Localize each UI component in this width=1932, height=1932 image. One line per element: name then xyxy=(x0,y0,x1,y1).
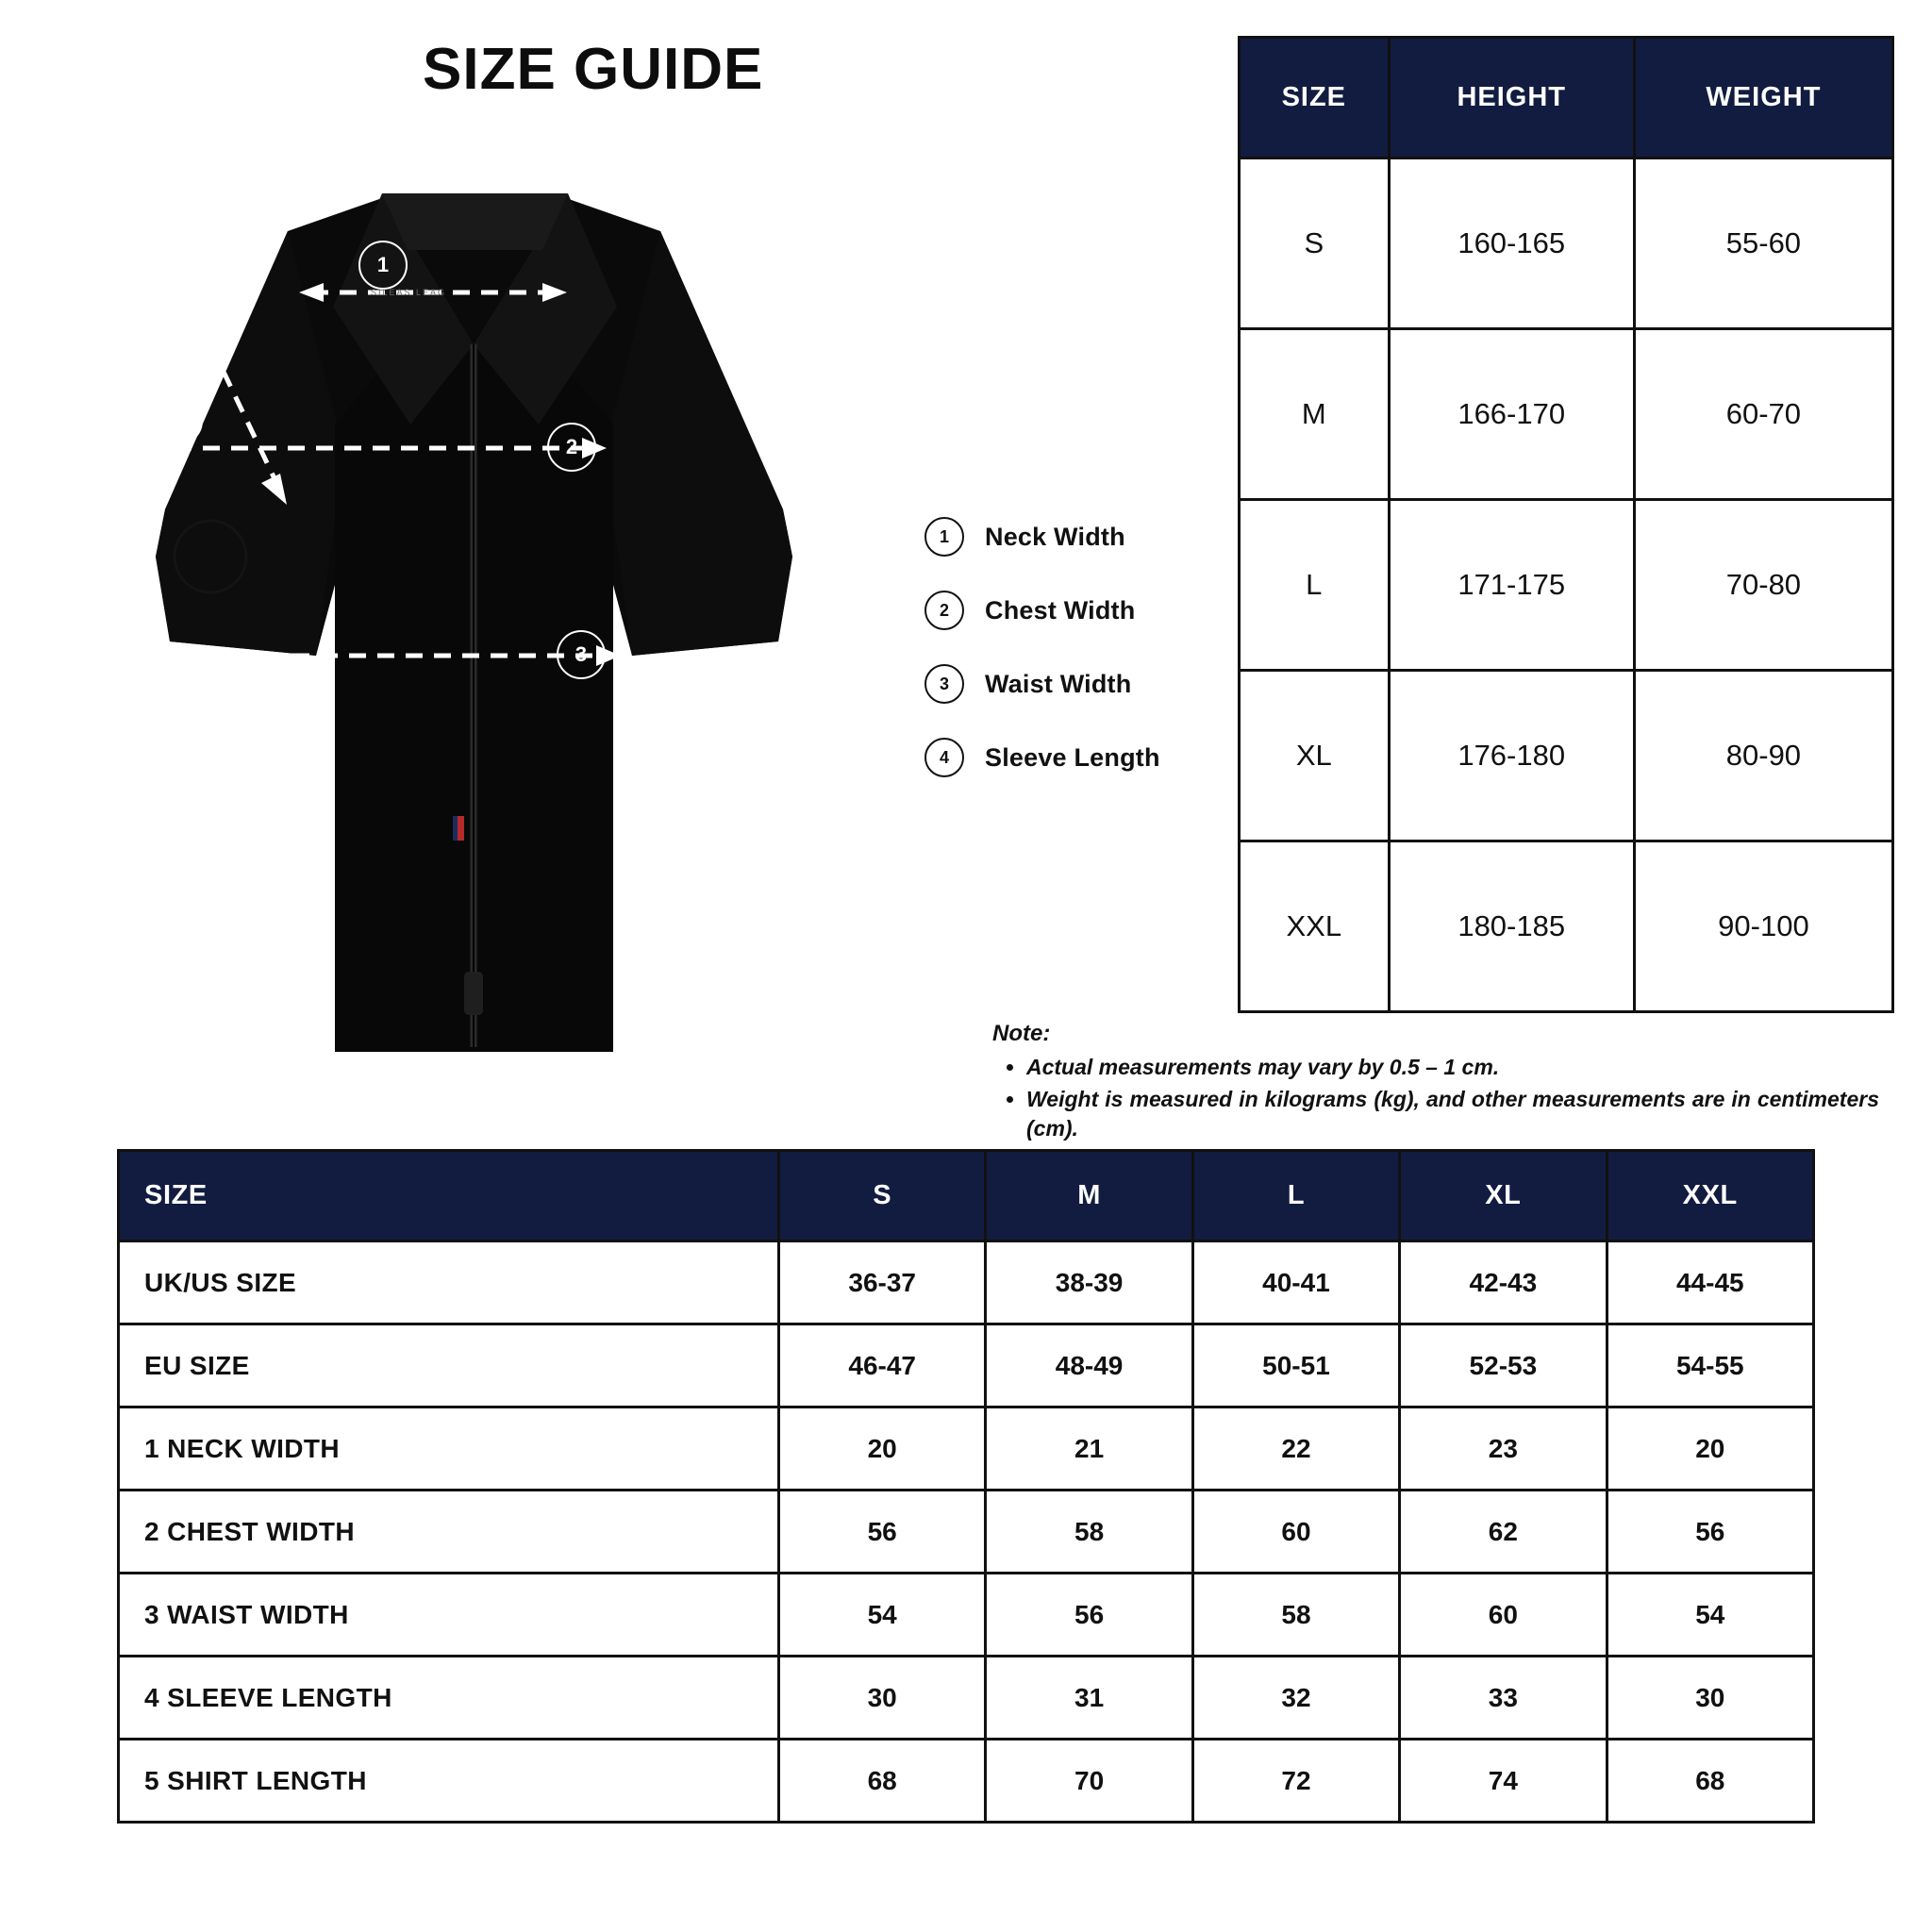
cell-s: 56 xyxy=(779,1491,986,1574)
header-xl: XL xyxy=(1400,1151,1607,1241)
table-row xyxy=(1240,841,1893,1012)
height-weight-table xyxy=(1238,36,1894,1013)
header-size: SIZE xyxy=(1240,38,1390,158)
legend-label-chest-width: Chest Width xyxy=(985,595,1136,625)
cell-xl: 23 xyxy=(1400,1407,1607,1491)
legend-item-waist-width xyxy=(924,647,1208,721)
legend-item-chest-width xyxy=(924,574,1208,647)
cell-s: 36-37 xyxy=(779,1241,986,1324)
note-item: • Actual measurements may vary by 0.5 – 1 cm. xyxy=(1026,1053,1879,1083)
cell-height: 171-175 xyxy=(1389,500,1634,671)
cell-l: 32 xyxy=(1192,1657,1399,1740)
table-row xyxy=(119,1574,1814,1657)
sleeve-length-marker: 4 xyxy=(154,396,203,445)
table-row xyxy=(119,1740,1814,1823)
cell-xxl: 54 xyxy=(1607,1574,1813,1657)
legend-label-waist-width: Waist Width xyxy=(985,669,1132,698)
cell-size: M xyxy=(1240,329,1390,500)
table-row xyxy=(1240,671,1893,841)
cell-xxl: 44-45 xyxy=(1607,1241,1813,1324)
cell-m: 38-39 xyxy=(986,1241,1192,1324)
table-row xyxy=(119,1491,1814,1574)
header-size: SIZE xyxy=(119,1151,779,1241)
page-title: SIZE GUIDE xyxy=(423,37,764,102)
cell-size: XXL xyxy=(1240,841,1390,1012)
note-item: • Weight is measured in kilograms (kg), and other measurements are in centimeters (cm). xyxy=(1026,1085,1879,1144)
legend-item-sleeve-length xyxy=(924,721,1208,794)
table-row xyxy=(119,1324,1814,1407)
cell-s: 20 xyxy=(779,1407,986,1491)
header-m: M xyxy=(986,1151,1192,1241)
chest-width-marker: 2 xyxy=(547,423,596,472)
cell-l: 60 xyxy=(1192,1491,1399,1574)
cell-m: 31 xyxy=(986,1657,1192,1740)
cell-s: 46-47 xyxy=(779,1324,986,1407)
table-header-row xyxy=(1240,38,1893,158)
row-label: EU SIZE xyxy=(119,1324,779,1407)
cell-xl: 62 xyxy=(1400,1491,1607,1574)
cell-xxl: 20 xyxy=(1607,1407,1813,1491)
cell-m: 21 xyxy=(986,1407,1192,1491)
table-row xyxy=(119,1407,1814,1491)
measurements-table xyxy=(117,1149,1815,1824)
row-label: 4 SLEEVE LENGTH xyxy=(119,1657,779,1740)
table-header-row xyxy=(119,1151,1814,1241)
cell-size: S xyxy=(1240,158,1390,329)
table-row xyxy=(1240,329,1893,500)
row-label: 1 NECK WIDTH xyxy=(119,1407,779,1491)
cell-xxl: 56 xyxy=(1607,1491,1813,1574)
cell-l: 58 xyxy=(1192,1574,1399,1657)
header-s: S xyxy=(779,1151,986,1241)
header-weight: WEIGHT xyxy=(1634,38,1892,158)
cell-xl: 52-53 xyxy=(1400,1324,1607,1407)
cell-size: XL xyxy=(1240,671,1390,841)
cell-s: 30 xyxy=(779,1657,986,1740)
cell-m: 48-49 xyxy=(986,1324,1192,1407)
row-label: 5 SHIRT LENGTH xyxy=(119,1740,779,1823)
cell-weight: 70-80 xyxy=(1634,500,1892,671)
garment-diagram xyxy=(99,142,844,1113)
header-xxl: XXL xyxy=(1607,1151,1813,1241)
brand-tag-text: SILEAS LEAG xyxy=(370,288,447,297)
cell-height: 176-180 xyxy=(1389,671,1634,841)
cell-weight: 90-100 xyxy=(1634,841,1892,1012)
note-title: Note: xyxy=(992,1021,1051,1046)
cell-height: 180-185 xyxy=(1389,841,1634,1012)
neck-width-marker: 1 xyxy=(358,241,408,290)
row-label: 3 WAIST WIDTH xyxy=(119,1574,779,1657)
cell-weight: 60-70 xyxy=(1634,329,1892,500)
header-height: HEIGHT xyxy=(1389,38,1634,158)
legend-number-1: 1 xyxy=(924,517,964,557)
row-label: UK/US SIZE xyxy=(119,1241,779,1324)
cell-xl: 74 xyxy=(1400,1740,1607,1823)
cell-height: 160-165 xyxy=(1389,158,1634,329)
table-row xyxy=(119,1241,1814,1324)
header-l: L xyxy=(1192,1151,1399,1241)
cell-xl: 33 xyxy=(1400,1657,1607,1740)
cell-m: 58 xyxy=(986,1491,1192,1574)
cell-s: 68 xyxy=(779,1740,986,1823)
cell-xxl: 30 xyxy=(1607,1657,1813,1740)
table-row xyxy=(119,1657,1814,1740)
legend-label-neck-width: Neck Width xyxy=(985,522,1125,551)
cell-size: L xyxy=(1240,500,1390,671)
table-row xyxy=(1240,500,1893,671)
cell-xxl: 68 xyxy=(1607,1740,1813,1823)
cell-l: 50-51 xyxy=(1192,1324,1399,1407)
table-row xyxy=(1240,158,1893,329)
cell-m: 56 xyxy=(986,1574,1192,1657)
cell-weight: 80-90 xyxy=(1634,671,1892,841)
legend-number-2: 2 xyxy=(924,591,964,630)
cell-s: 54 xyxy=(779,1574,986,1657)
note-block xyxy=(992,1021,1879,1146)
cell-height: 166-170 xyxy=(1389,329,1634,500)
cell-m: 70 xyxy=(986,1740,1192,1823)
cell-xxl: 54-55 xyxy=(1607,1324,1813,1407)
cell-xl: 60 xyxy=(1400,1574,1607,1657)
legend-label-sleeve-length: Sleeve Length xyxy=(985,742,1160,772)
row-label: 2 CHEST WIDTH xyxy=(119,1491,779,1574)
cell-xl: 42-43 xyxy=(1400,1241,1607,1324)
cell-l: 72 xyxy=(1192,1740,1399,1823)
cell-weight: 55-60 xyxy=(1634,158,1892,329)
legend-number-3: 3 xyxy=(924,664,964,704)
legend-item-neck-width xyxy=(924,500,1208,574)
legend-number-4: 4 xyxy=(924,738,964,777)
cell-l: 40-41 xyxy=(1192,1241,1399,1324)
measurement-legend xyxy=(924,500,1208,794)
waist-width-marker: 3 xyxy=(557,630,606,679)
cell-l: 22 xyxy=(1192,1407,1399,1491)
